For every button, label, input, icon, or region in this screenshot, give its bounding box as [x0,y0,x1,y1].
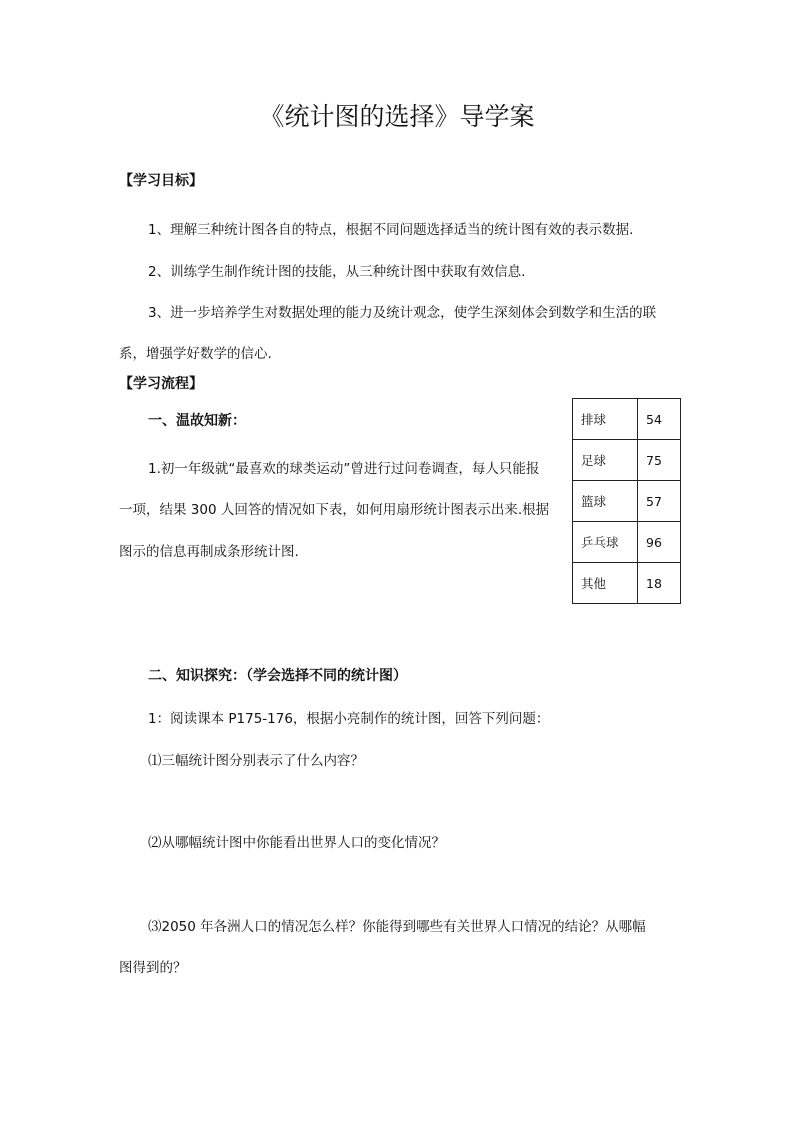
process-heading: 【学习流程】 [119,376,203,392]
table-row [573,440,681,481]
explore-question-2: ⑵从哪幅统计图中你能看出世界人口的变化情况？ [148,835,445,851]
table-cell-value: 57 [638,481,681,522]
table-row [573,563,681,604]
table-cell-value: 18 [638,563,681,604]
table-row [573,522,681,563]
table-cell-label: 乒乓球 [573,522,638,563]
explore-intro: 1：阅读课本 P175-176，根据小亮制作的统计图，回答下列问题： [148,711,550,727]
table-cell-label: 足球 [573,440,638,481]
review-heading: 一、温故知新： [148,413,246,429]
objective-item-1: 1、理解三种统计图各自的特点，根据不同问题选择适当的统计图有效的表示数据. [148,222,634,238]
objective-item-3: 3、进一步培养学生对数据处理的能力及统计观念，使学生深刻体会到数学和生活的联 [148,305,657,321]
explore-question-3-continued: 图得到的？ [119,960,187,976]
table-cell-value: 75 [638,440,681,481]
review-question-line-2: 一项，结果 300 人回答的情况如下表，如何用扇形统计图表示出来.根据 [119,502,550,518]
table-cell-label: 排球 [573,399,638,440]
review-question-line-1: 1.初一年级就“最喜欢的球类运动”曾进行过问卷调查，每人只能报 [148,461,540,477]
table-cell-value: 54 [638,399,681,440]
table-cell-label: 其他 [573,563,638,604]
table-cell-value: 96 [638,522,681,563]
page-title: 《统计图的选择》导学案 [259,102,535,131]
objectives-heading: 【学习目标】 [119,173,203,189]
objective-item-2: 2、训练学生制作统计图的技能，从三种统计图中获取有效信息. [148,264,526,280]
objective-item-3-continued: 系，增强学好数学的信心. [119,346,272,362]
explore-question-1: ⑴三幅统计图分别表示了什么内容？ [148,753,364,769]
survey-table [572,398,681,604]
explore-question-3: ⑶2050 年各洲人口的情况怎么样？你能得到哪些有关世界人口情况的结论？从哪幅 [148,919,646,935]
table-cell-label: 篮球 [573,481,638,522]
table-row [573,399,681,440]
explore-heading: 二、知识探究：（学会选择不同的统计图） [148,668,407,684]
review-question-line-3: 图示的信息再制成条形统计图. [119,544,299,560]
table-row [573,481,681,522]
